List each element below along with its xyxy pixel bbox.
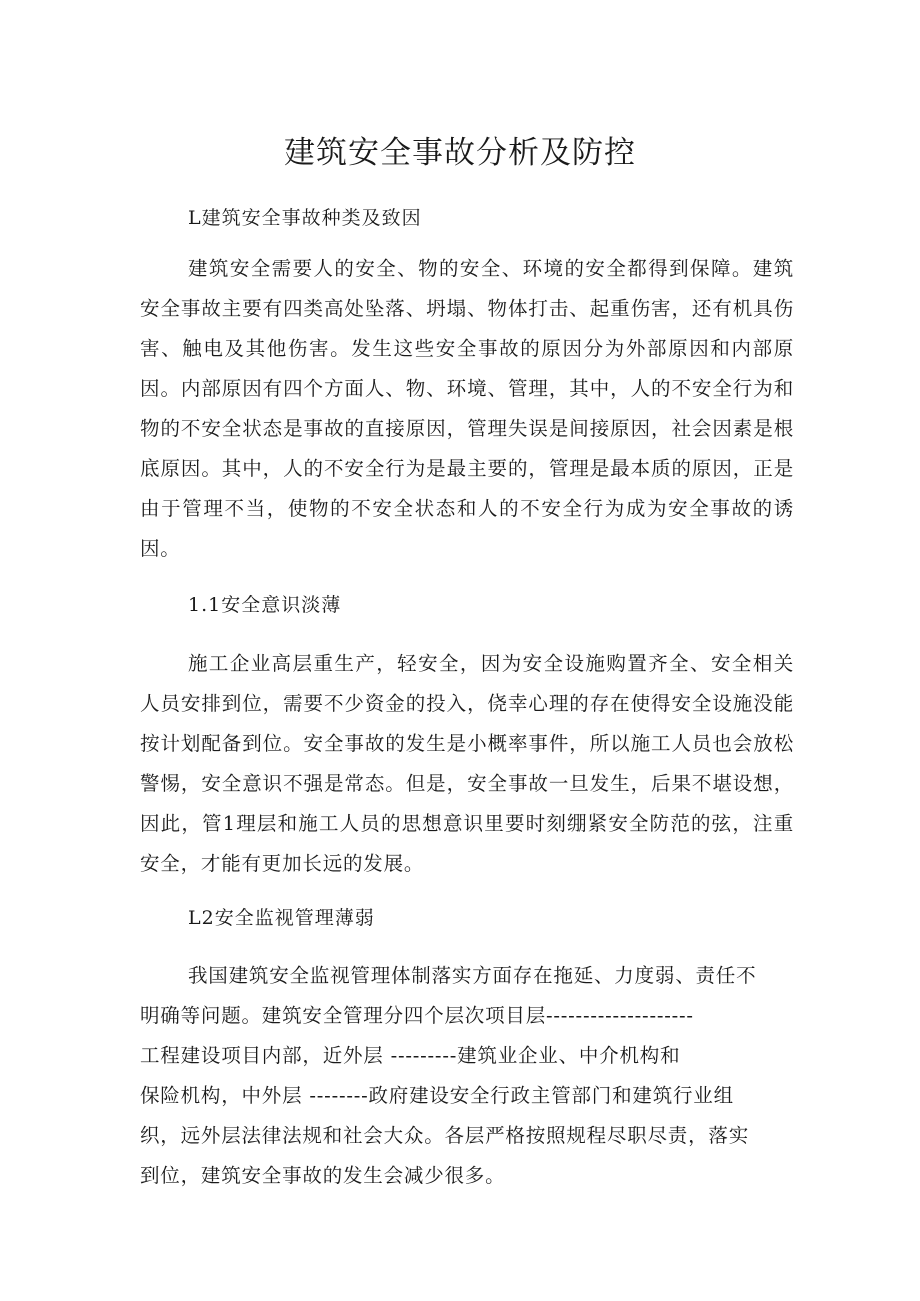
paragraph-line: 工程建设项目内部，近外层 ---------建筑业企业、中介机构和 [140, 1044, 681, 1067]
paragraph-line: 保险机构，中外层 --------政府建设安全行政主管部门和建筑行业组 [140, 1084, 734, 1107]
paragraph-line: 织，远外层法律法规和社会大众。各层严格按照规程尽职尽责，落实 [140, 1124, 750, 1147]
document-title: 建筑安全事故分析及防控 [284, 135, 636, 171]
section-1-1-paragraph: 施工企业高层重生产，轻安全，因为安全设施购置齐全、安全相关人员安排到位，需要不少资金的投入，侥幸心理的存在使得安全设施没能按计划配备到位。安全事故的发生是小概率事件，所以施工人员也会放松警惕，安全意识不强是常态。但是，安全事故一旦发生，后果不堪设想，因此，管1理层和施工人员的思想意识里要时刻绷紧安全防范的弦，注重安全，才能有更加长远的发展。 [140, 652, 794, 875]
paragraph-line: 我国建筑安全监视管理体制落实方面存在拖延、力度弱、责任不 [188, 964, 757, 987]
section-heading-1-1: 1.1安全意识淡薄 [188, 594, 342, 616]
section-heading-1-2: L2安全监视管理薄弱 [188, 907, 375, 929]
section-heading-1: L建筑安全事故种类及致因 [188, 207, 422, 229]
section-1-2-paragraph [140, 956, 800, 1196]
paragraph-line: 到位，建筑安全事故的发生会减少很多。 [140, 1164, 506, 1187]
paragraph-line: 明确等问题。建筑安全管理分四个层次项目层-------------------- [140, 1004, 694, 1027]
section-1-paragraph: 建筑安全需要人的安全、物的安全、环境的安全都得到保障。建筑安全事故主要有四类高处坠落、坍塌、物体打击、起重伤害，还有机具伤害、触电及其他伤害。发生这些安全事故的原因分为外部原因和内部原因。内部原因有四个方面人、物、环境、管理，其中，人的不安全行为和物的不安全状态是事故的直接原因，管理失误是间接原因，社会因素是根底原因。其中，人的不安全行为是最主要的，管理是最本质的原因，正是由于管理不当，使物的不安全状态和人的不安全行为成为安全事故的诱因。 [140, 257, 794, 560]
